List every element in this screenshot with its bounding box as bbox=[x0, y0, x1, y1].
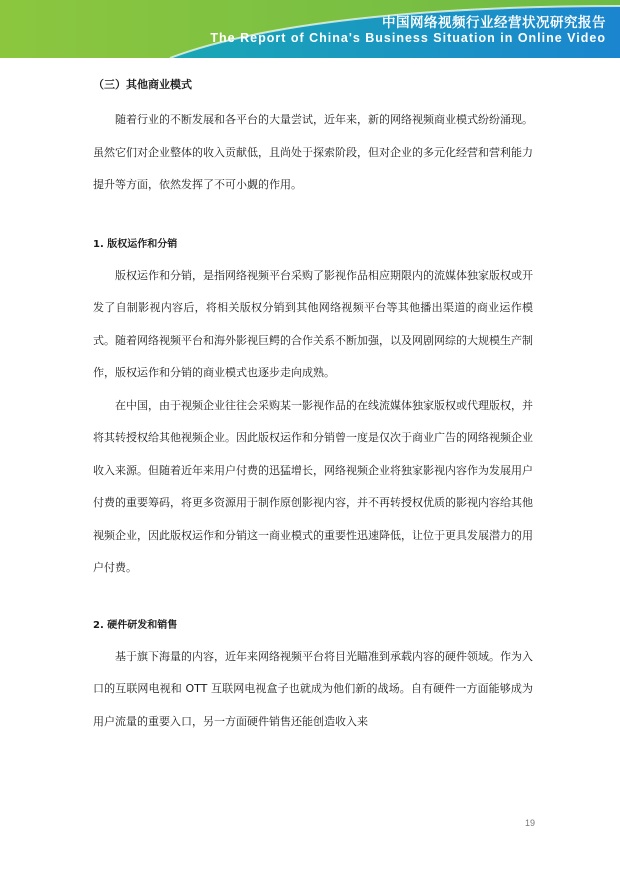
subsection-1-paragraph-1: 版权运作和分销，是指网络视频平台采购了影视作品相应期限内的流媒体独家版权或开发了自制影视内容后，将相关版权分销到其他网络视频平台等其他播出渠道的商业运作模式。随着网络视频平台和海外影视巨鳄的合作关系不断加强，以及网剧网综的大规模生产制作，版权运作和分销的商业模式也逐步走向成熟。 bbox=[93, 268, 533, 379]
document-body bbox=[93, 70, 533, 738]
subsection-2-title: 2. 硬件研发和销售 bbox=[93, 619, 178, 631]
section-title: （三）其他商业模式 bbox=[93, 78, 192, 91]
section-intro-paragraph: 随着行业的不断发展和各平台的大量尝试，近年来，新的网络视频商业模式纷纷涌现。虽然它们对企业整体的收入贡献低，且尚处于探索阶段，但对企业的多元化经营和营利能力提升等方面，依然发挥了不可小觑的作用。 bbox=[93, 113, 533, 191]
header-title-en: The Report of China's Business Situation in Online Video bbox=[210, 31, 606, 45]
header-title-cn: 中国网络视频行业经营状况研究报告 bbox=[382, 15, 606, 31]
page-number: 19 bbox=[524, 818, 535, 828]
subsection-1-paragraph-2: 在中国，由于视频企业往往会采购某一影视作品的在线流媒体独家版权或代理版权，并将其转授权给其他视频企业。因此版权运作和分销曾一度是仅次于商业广告的网络视频企业收入来源。但随着近年来用户付费的迅猛增长，网络视频企业将独家影视内容作为发展用户付费的重要筹码，将更多资源用于制作原创影视内容，并不再转授权优质的影视内容给其他视频企业，因此版权运作和分销这一商业模式的重要性迅速降低，让位于更具发展潜力的用户付费。 bbox=[93, 398, 533, 574]
subsection-1-title: 1. 版权运作和分销 bbox=[93, 238, 178, 250]
subsection-2-paragraph-1: 基于旗下海量的内容，近年来网络视频平台将目光瞄准到承载内容的硬件领域。作为入口的互联网电视和 OTT 互联网电视盒子也就成为他们新的战场。自有硬件一方面能够成为用户流量的重要入口，另一方面硬件销售还能创造收入来 bbox=[93, 649, 533, 728]
page-header bbox=[0, 0, 620, 58]
